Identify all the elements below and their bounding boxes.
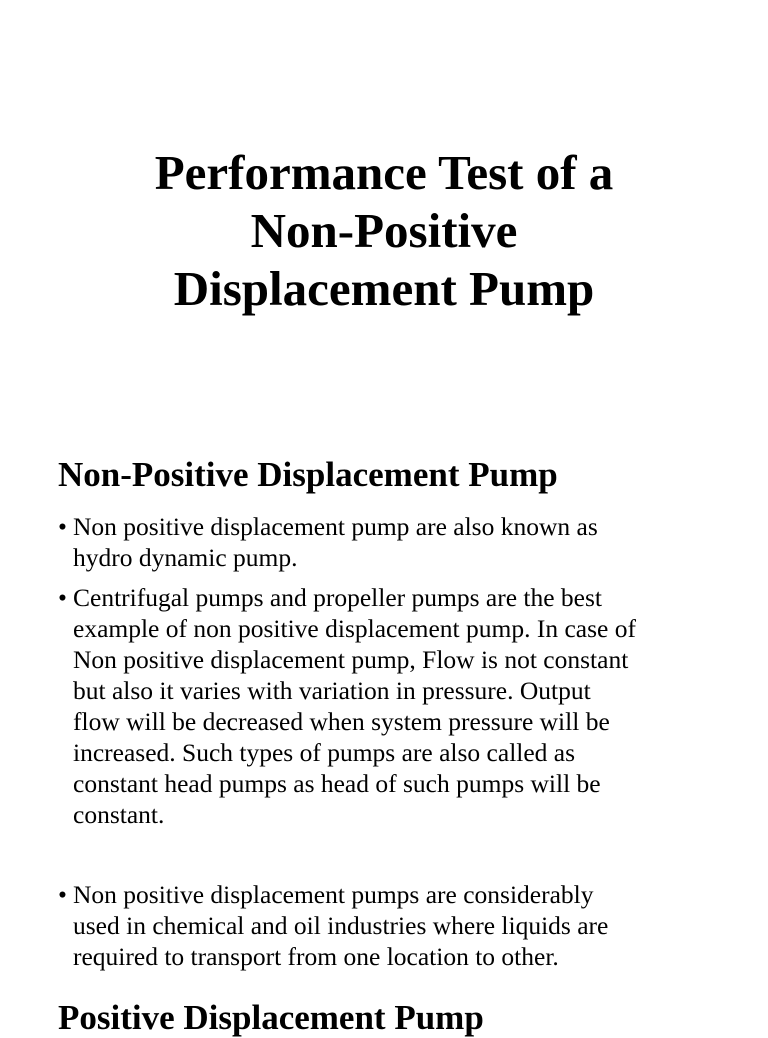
section-heading-positive: Positive Displacement Pump <box>58 998 484 1037</box>
bullet-text <box>73 582 728 830</box>
bullet-line: constant head pumps as head of such pumps will be <box>73 769 601 798</box>
bullet-text <box>73 511 728 573</box>
page-title <box>0 144 768 318</box>
bullet-icon: • <box>58 512 67 541</box>
bullet-item <box>58 511 728 573</box>
bullet-line: flow will be decreased when system pressure will be <box>73 707 610 736</box>
bullet-text <box>73 879 728 972</box>
bullet-line: Non positive displacement pumps are considerably <box>73 880 594 909</box>
bullet-item <box>58 879 728 972</box>
bullet-line: but also it varies with variation in pressure. Output <box>73 676 591 705</box>
bullet-line: used in chemical and oil industries where liquids are <box>73 911 609 940</box>
bullet-icon: • <box>58 880 67 909</box>
bullet-line: required to transport from one location to other. <box>73 942 559 971</box>
bullet-item <box>58 582 728 830</box>
title-line-3: Displacement Pump <box>173 261 595 316</box>
bullet-list <box>58 511 728 981</box>
bullet-line: Non positive displacement pump, Flow is not constant <box>73 645 629 674</box>
bullet-line: increased. Such types of pumps are also called as <box>73 738 576 767</box>
title-line-1: Performance Test of a <box>154 145 614 200</box>
bullet-line: example of non positive displacement pump. In case of <box>73 614 636 643</box>
bullet-line: hydro dynamic pump. <box>73 543 298 572</box>
title-line-2: Non-Positive <box>250 203 518 258</box>
bullet-line: constant. <box>73 800 165 829</box>
bullet-icon: • <box>58 583 67 612</box>
section-heading-non-positive: Non-Positive Displacement Pump <box>58 455 558 494</box>
bullet-line: Centrifugal pumps and propeller pumps are the best <box>73 583 602 612</box>
bullet-line: Non positive displacement pump are also known as <box>73 512 598 541</box>
